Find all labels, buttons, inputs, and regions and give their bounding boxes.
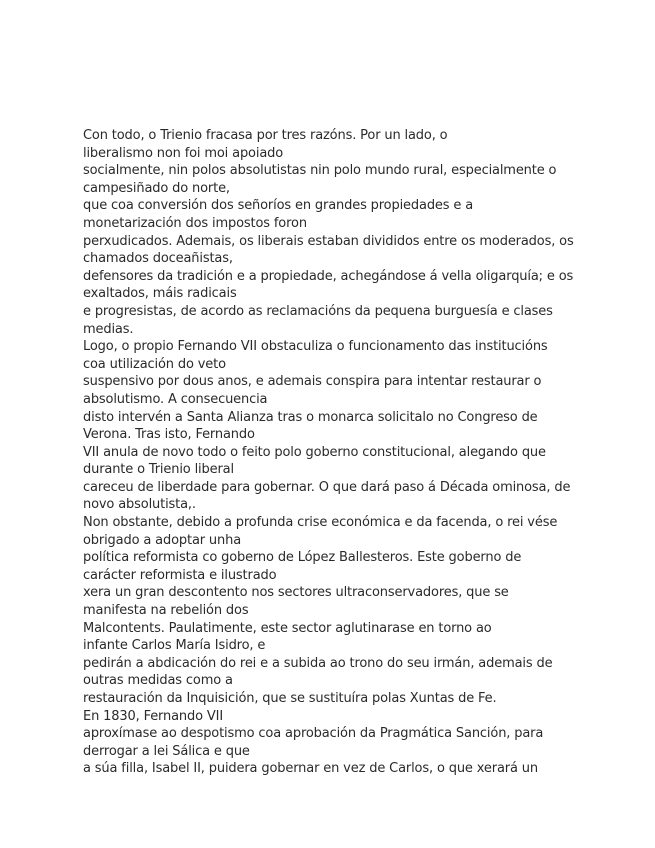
text-line-11: e progresistas, de acordo as reclamacións da pequena burguesía e clases: [83, 303, 553, 319]
text-line-22: novo absolutista,.: [83, 497, 196, 513]
text-line-19: VII anula de novo todo o feito polo goberno constitucional, alegando que: [83, 444, 546, 460]
text-line-14: coa utilización do veto: [83, 356, 226, 372]
text-line-24: obrigado a adoptar unha: [83, 532, 242, 548]
text-line-34: En 1830, Fernando VII: [83, 708, 224, 724]
text-line-15: suspensivo por dous anos, e ademais conspira para intentar restaurar o: [83, 374, 542, 390]
text-line-35: aproxímase ao despotismo coa aprobación da Pragmática Sanción, para: [83, 726, 544, 742]
text-line-31: pedirán a abdicación do rei e a subida ao trono do seu irmán, ademais de: [83, 655, 553, 671]
text-line-27: xera un gran descontento nos sectores ultraconservadores, que se: [83, 585, 509, 601]
text-line-13: Logo, o propio Fernando VII obstaculiza o funcionamento das institucións: [83, 339, 548, 355]
text-line-23: Non obstante, debido a profunda crise económica e da facenda, o rei vése: [83, 515, 558, 531]
text-line-4: campesiñado do norte,: [83, 180, 230, 196]
text-line-26: carácter reformista e ilustrado: [83, 567, 277, 583]
text-line-16: absolutismo. A consecuencia: [83, 391, 268, 407]
body-text: [83, 127, 573, 778]
text-line-9: defensores da tradición e a propiedade, achegándose á vella oligarquía; e os: [83, 268, 574, 284]
text-line-32: outras medidas como a: [83, 673, 233, 689]
text-line-21: careceu de liberdade para gobernar. O que dará paso á Década ominosa, de: [83, 479, 571, 495]
text-line-29: Malcontents. Paulatimente, este sector aglutinarase en torno ao: [83, 620, 492, 636]
text-line-1: Con todo, o Trienio fracasa por tres razóns. Por un lado, o: [83, 128, 448, 143]
text-line-25: política reformista co goberno de López Ballesteros. Este goberno de: [83, 550, 522, 566]
text-line-7: perxudicados. Ademais, os liberais estaban divididos entre os moderados, os: [83, 233, 574, 249]
text-line-28: manifesta na rebelión dos: [83, 603, 249, 619]
text-line-30: infante Carlos María Isidro, e: [83, 638, 266, 654]
text-line-37: a súa filla, Isabel II, puidera gobernar en vez de Carlos, o que xerará un: [83, 761, 538, 777]
text-line-2: liberalismo non foi moi apoiado: [83, 145, 284, 161]
text-line-12: medias.: [83, 321, 134, 337]
text-line-8: chamados doceañistas,: [83, 251, 233, 267]
text-line-33: restauración da Inquisición, que se sustituíra polas Xuntas de Fe.: [83, 691, 497, 706]
text-line-5: que coa conversión dos señoríos en grandes propiedades e a: [83, 198, 474, 214]
text-line-36: derrogar a lei Sálica e que: [83, 743, 250, 759]
text-line-10: exaltados, máis radicais: [83, 286, 237, 302]
text-line-18: Verona. Tras isto, Fernando: [83, 427, 255, 443]
text-line-3: socialmente, nin polos absolutistas nin polo mundo rural, especialmente o: [83, 163, 557, 179]
text-line-17: disto intervén a Santa Alianza tras o monarca solicitalo no Congreso de: [83, 409, 538, 425]
text-line-20: durante o Trienio liberal: [83, 462, 234, 478]
text-line-6: monetarización dos impostos foron: [83, 215, 307, 231]
